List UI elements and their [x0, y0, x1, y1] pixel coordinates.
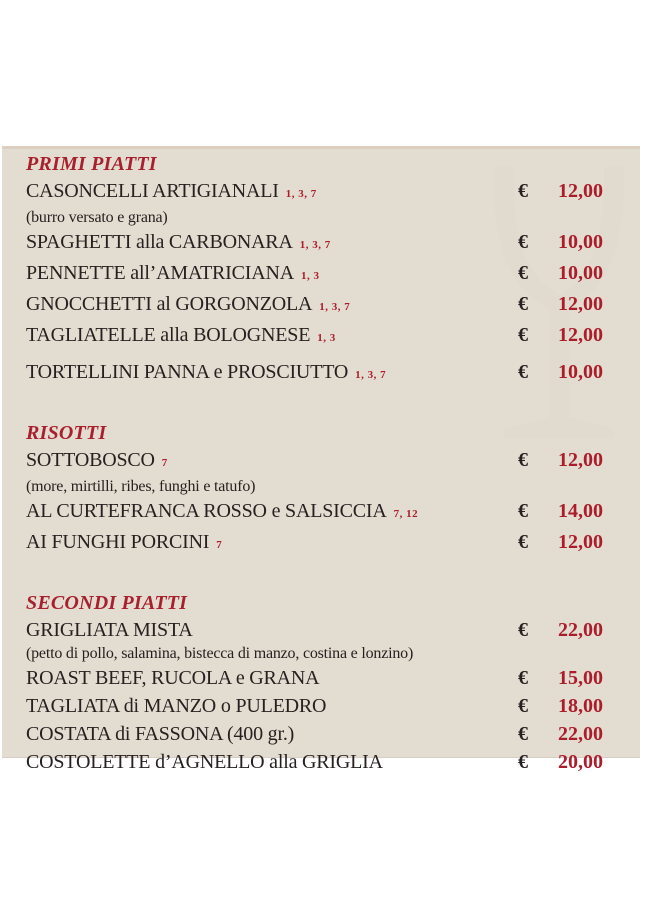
item-price	[518, 321, 603, 349]
allergen-numbers: 7	[161, 457, 168, 469]
euro-symbol: €	[518, 695, 528, 717]
menu-item-row	[26, 748, 603, 776]
section-title: PRIMI PIATTI	[26, 153, 157, 175]
euro-symbol: €	[518, 262, 528, 284]
euro-symbol: €	[518, 531, 528, 553]
menu-sections	[26, 151, 603, 776]
item-price	[518, 228, 603, 256]
item-name: AI FUNGHI PORCINI	[26, 531, 210, 553]
euro-symbol: €	[518, 723, 528, 745]
allergen-numbers: 1, 3	[317, 332, 336, 344]
item-price	[518, 616, 603, 644]
allergen-numbers: 7, 12	[393, 508, 419, 520]
item-name-line	[26, 692, 518, 720]
price-amount: 14,00	[558, 500, 603, 522]
menu-item-row	[26, 664, 603, 692]
item-name-line	[26, 259, 518, 290]
item-description: (burro versato e grana)	[26, 209, 168, 226]
item-name-line	[26, 290, 518, 321]
item-name-line	[26, 321, 518, 352]
item-description: (more, mirtilli, ribes, funghi e tatufo)	[26, 478, 256, 495]
euro-symbol: €	[518, 324, 528, 346]
euro-symbol: €	[518, 751, 528, 773]
price-amount: 10,00	[558, 361, 603, 383]
menu-item-row	[26, 528, 603, 559]
item-description: (petto di pollo, salamina, bistecca di manzo, costina e lonzino)	[26, 645, 414, 662]
allergen-numbers: 1, 3, 7	[319, 301, 351, 313]
item-name: CASONCELLI ARTIGIANALI	[26, 180, 279, 202]
menu-item-row	[26, 259, 603, 290]
item-name: AL CURTEFRANCA ROSSO e SALSICCIA	[26, 500, 387, 522]
euro-symbol: €	[518, 619, 528, 641]
item-name-line	[26, 748, 518, 776]
menu-item-row	[26, 290, 603, 321]
item-price	[518, 664, 603, 692]
item-name: SOTTOBOSCO	[26, 449, 155, 471]
item-price	[518, 446, 603, 474]
price-amount: 12,00	[558, 324, 603, 346]
price-amount: 22,00	[558, 619, 603, 641]
euro-symbol: €	[518, 361, 528, 383]
menu-item-row	[26, 321, 603, 352]
item-name: ROAST BEEF, RUCOLA e GRANA	[26, 667, 320, 689]
euro-symbol: €	[518, 500, 528, 522]
item-price	[518, 528, 603, 556]
item-name-line	[26, 358, 518, 389]
item-price	[518, 358, 603, 386]
item-name: COSTOLETTE d’AGNELLO alla GRIGLIA	[26, 751, 383, 773]
menu-card	[2, 146, 640, 773]
item-name-line	[26, 664, 518, 692]
menu-item-row	[26, 446, 603, 477]
section-title: RISOTTI	[26, 422, 107, 444]
price-amount: 12,00	[558, 531, 603, 553]
menu-section-risotti	[26, 420, 603, 559]
euro-symbol: €	[518, 231, 528, 253]
item-name-line	[26, 616, 518, 644]
price-amount: 22,00	[558, 723, 603, 745]
allergen-numbers: 1, 3, 7	[285, 188, 317, 200]
item-price	[518, 259, 603, 287]
euro-symbol: €	[518, 293, 528, 315]
allergen-numbers: 1, 3	[300, 270, 320, 282]
price-amount: 12,00	[558, 180, 603, 202]
item-name-line	[26, 446, 518, 477]
price-amount: 10,00	[558, 262, 603, 284]
euro-symbol: €	[518, 667, 528, 689]
item-price	[518, 748, 603, 776]
item-name: GNOCCHETTI al GORGONZOLA	[26, 293, 313, 315]
section-title: SECONDI PIATTI	[26, 592, 188, 614]
item-name-line	[26, 528, 518, 559]
menu-section-secondi-piatti	[26, 590, 603, 776]
item-name: SPAGHETTI alla CARBONARA	[26, 231, 293, 253]
item-name: TAGLIATA di MANZO o PULEDRO	[26, 695, 327, 717]
item-price	[518, 692, 603, 720]
item-name-line	[26, 177, 518, 208]
price-amount: 18,00	[558, 695, 603, 717]
price-amount: 10,00	[558, 231, 603, 253]
item-price	[518, 497, 603, 525]
menu-section-primi-piatti	[26, 151, 603, 389]
price-amount: 20,00	[558, 751, 603, 773]
item-name-line	[26, 497, 518, 528]
item-price	[518, 177, 603, 205]
menu-item-row	[26, 616, 603, 644]
item-price	[518, 720, 603, 748]
item-name: PENNETTE all’AMATRICIANA	[26, 262, 294, 284]
menu-item-row	[26, 497, 603, 528]
euro-symbol: €	[518, 180, 528, 202]
allergen-numbers: 7	[216, 539, 223, 551]
menu-item-row	[26, 692, 603, 720]
item-name-line	[26, 228, 518, 259]
price-amount: 12,00	[558, 449, 603, 471]
menu-item-row	[26, 358, 603, 389]
menu-item-row	[26, 720, 603, 748]
menu-item-row	[26, 177, 603, 208]
item-price	[518, 290, 603, 318]
price-amount: 12,00	[558, 293, 603, 315]
allergen-numbers: 1, 3, 7	[299, 239, 331, 251]
allergen-numbers: 1, 3, 7	[355, 369, 387, 381]
item-name: COSTATA di FASSONA (400 gr.)	[26, 723, 295, 745]
price-amount: 15,00	[558, 667, 603, 689]
item-name: TORTELLINI PANNA e PROSCIUTTO	[26, 361, 349, 383]
item-name-line	[26, 720, 518, 748]
menu-item-row	[26, 228, 603, 259]
item-name: TAGLIATELLE alla BOLOGNESE	[26, 324, 311, 346]
item-name: GRIGLIATA MISTA	[26, 619, 193, 641]
euro-symbol: €	[518, 449, 528, 471]
